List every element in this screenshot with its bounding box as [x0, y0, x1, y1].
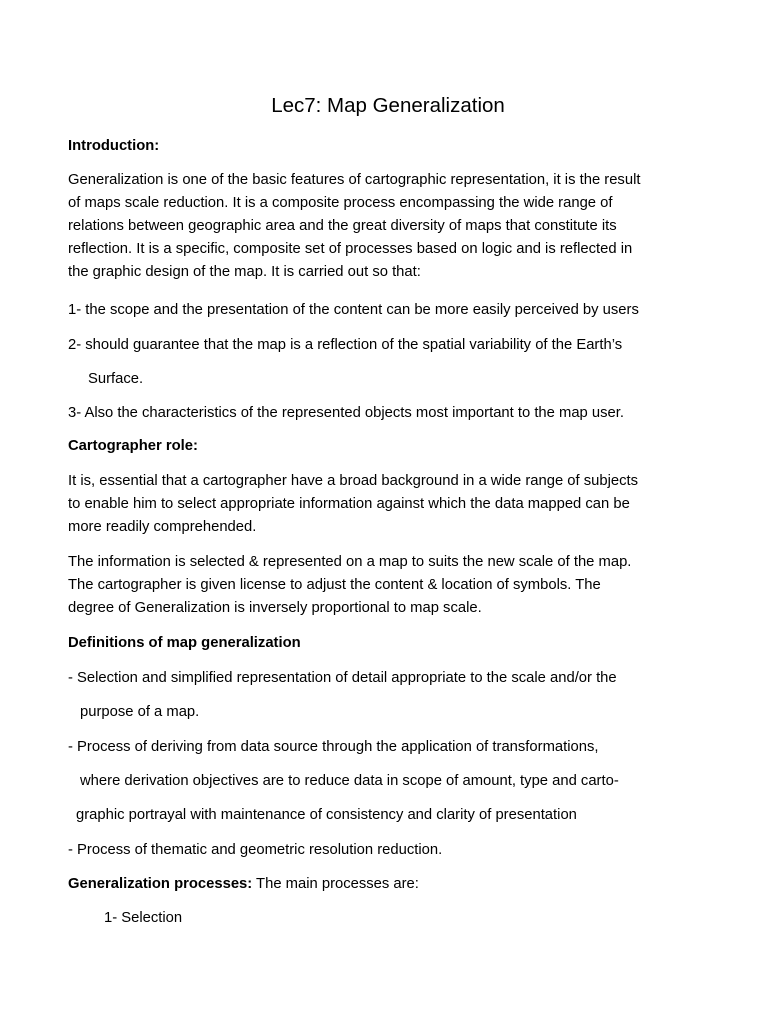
definitions-heading: Definitions of map generalization — [68, 635, 301, 651]
processes-heading-label: Generalization processes: — [68, 876, 253, 892]
role-para2-line-1: The information is selected & represented on a map to suits the new scale of the map. — [68, 554, 632, 570]
list-item-1: 1- the scope and the presentation of the content can be more easily perceived by users — [68, 302, 639, 318]
intro-line-2: of maps scale reduction. It is a composite process encompassing the wide range of — [68, 195, 613, 211]
list-item-2-continued: Surface. — [88, 371, 144, 387]
intro-line-1: Generalization is one of the basic features of cartographic representation, it is the result — [68, 172, 641, 188]
intro-line-3: relations between geographic area and the great diversity of maps that constitute its — [68, 218, 617, 234]
role-para1-line-2: to enable him to select appropriate information against which the data mapped can be — [68, 496, 630, 512]
role-para2-line-2: The cartographer is given license to adjust the content & location of symbols. The — [68, 577, 601, 593]
intro-heading: Introduction: — [68, 138, 160, 154]
definition-1: - Selection and simplified representation of detail appropriate to the scale and/or the — [68, 670, 617, 686]
processes-heading — [68, 875, 419, 893]
role-heading: Cartographer role: — [68, 438, 198, 454]
list-item-3: 3- Also the characteristics of the represented objects most important to the map user. — [68, 405, 624, 421]
definition-2-continued-2: graphic portrayal with maintenance of consistency and clarity of presentation — [76, 807, 577, 823]
definition-2: - Process of deriving from data source through the application of transformations, — [68, 739, 599, 755]
role-para1-line-1: It is, essential that a cartographer have a broad background in a wide range of subjects — [68, 473, 639, 489]
definition-2-continued-1: where derivation objectives are to reduce data in scope of amount, type and carto- — [80, 773, 619, 789]
list-item-2: 2- should guarantee that the map is a reflection of the spatial variability of the Earth’s — [68, 337, 623, 353]
role-para1-line-3: more readily comprehended. — [68, 519, 257, 535]
document-title: Lec7: Map Generalization — [271, 94, 505, 117]
intro-line-4: reflection. It is a specific, composite set of processes based on logic and is reflected in — [68, 241, 633, 257]
intro-line-5: the graphic design of the map. It is carried out so that: — [68, 264, 421, 280]
role-para2-line-3: degree of Generalization is inversely proportional to map scale. — [68, 600, 482, 616]
processes-heading-text: The main processes are: — [252, 876, 419, 892]
definition-1-continued: purpose of a map. — [80, 704, 200, 720]
definition-3: - Process of thematic and geometric resolution reduction. — [68, 842, 443, 858]
process-item-1: 1- Selection — [104, 910, 183, 926]
